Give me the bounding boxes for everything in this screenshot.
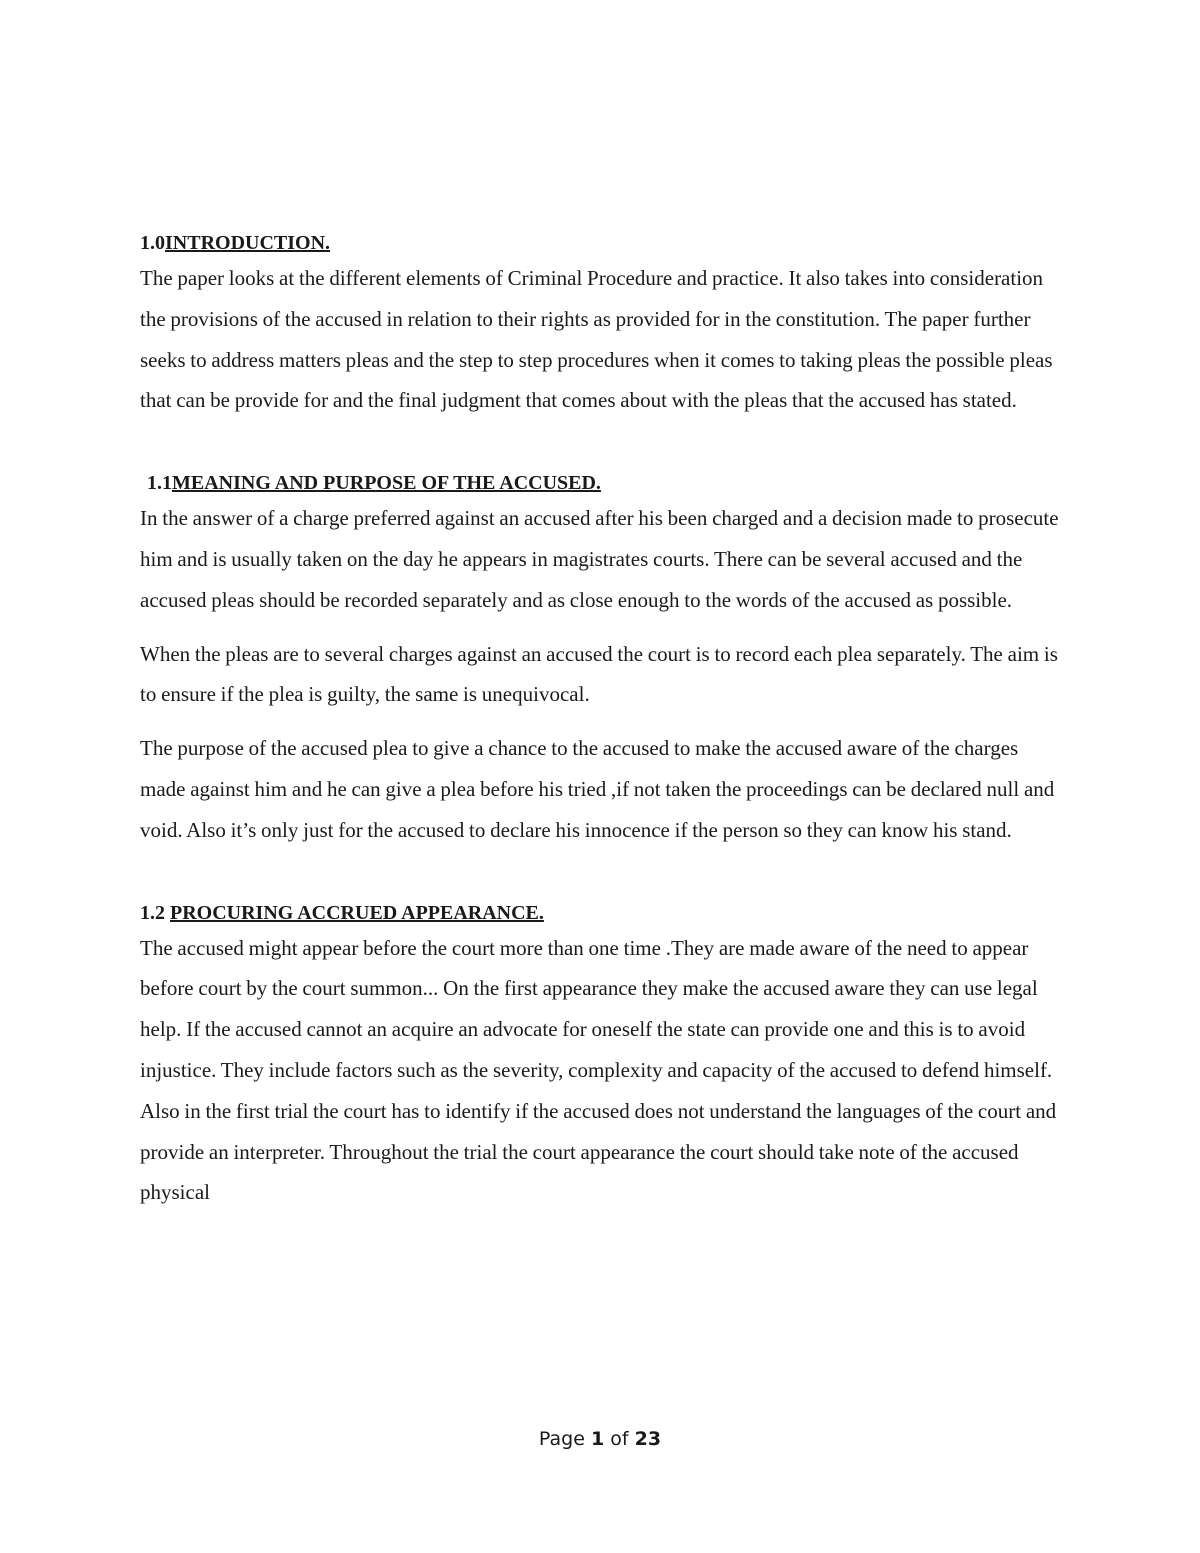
section-title: PROCURING ACCRUED APPEARANCE. bbox=[170, 901, 544, 924]
section-number: 1.2 bbox=[140, 901, 170, 924]
paragraph: The accused might appear before the court more than one time .They are made aware of the need to appear before court by the court summon... On the first appearance they make the accused aware they can use legal help. If the accused cannot an acquire an advocate for oneself the state can provide one and this is to avoid injustice. They include factors such as the severity, complexity and capacity of the accused to defend himself. Also in the first trial the court has to identify if the accused does not understand the languages of the court and provide an interpreter. Throughout the trial the court appearance the court should take note of the accused physical bbox=[140, 935, 1057, 1205]
section-title: INTRODUCTION. bbox=[165, 232, 331, 254]
page-footer bbox=[0, 1428, 1200, 1450]
section-meaning-and-purpose bbox=[140, 468, 1060, 850]
section-title: MEANING AND PURPOSE OF THE ACCUSED. bbox=[172, 472, 601, 495]
page-label: Page bbox=[538, 1428, 585, 1450]
section-number: 1.0 bbox=[140, 232, 165, 254]
current-page-number: 1 bbox=[590, 1428, 605, 1450]
paragraph: In the answer of a charge preferred against an accused after his been charged and a decision made to prosecute him and is usually taken on the day he appears in magistrates courts. There can be several accused and the accused pleas should be recorded separately and as close enough to the words of the accused as possible. bbox=[140, 506, 1059, 612]
total-pages-number: 23 bbox=[634, 1428, 662, 1450]
section-heading bbox=[140, 468, 1060, 498]
paragraph: The paper looks at the different elements of Criminal Procedure and practice. It also takes into consideration the provisions of the accused in relation to their rights as provided for in the constitution. The paper further seeks to address matters pleas and the step to step procedures when it comes to taking pleas the possible pleas that can be provide for and the final judgment that comes about with the pleas that the accused has stated. bbox=[140, 266, 1053, 413]
of-label: of bbox=[610, 1428, 629, 1450]
section-introduction bbox=[140, 228, 1060, 421]
section-procuring-appearance bbox=[140, 898, 1060, 1214]
paragraph: When the pleas are to several charges against an accused the court is to record each plea separately. The aim is to ensure if the plea is guilty, the same is unequivocal. bbox=[140, 641, 1058, 707]
section-number: 1.1 bbox=[147, 472, 172, 495]
section-heading bbox=[140, 898, 1060, 928]
document-body bbox=[140, 228, 1060, 1213]
section-heading bbox=[140, 228, 1060, 258]
paragraph: The purpose of the accused plea to give a chance to the accused to make the accused aware of the charges made against him and he can give a plea before his tried ,if not taken the proceedings can be declared null and void. Also it’s only just for the accused to declare his innocence if the person so they can know his stand. bbox=[140, 736, 1055, 842]
